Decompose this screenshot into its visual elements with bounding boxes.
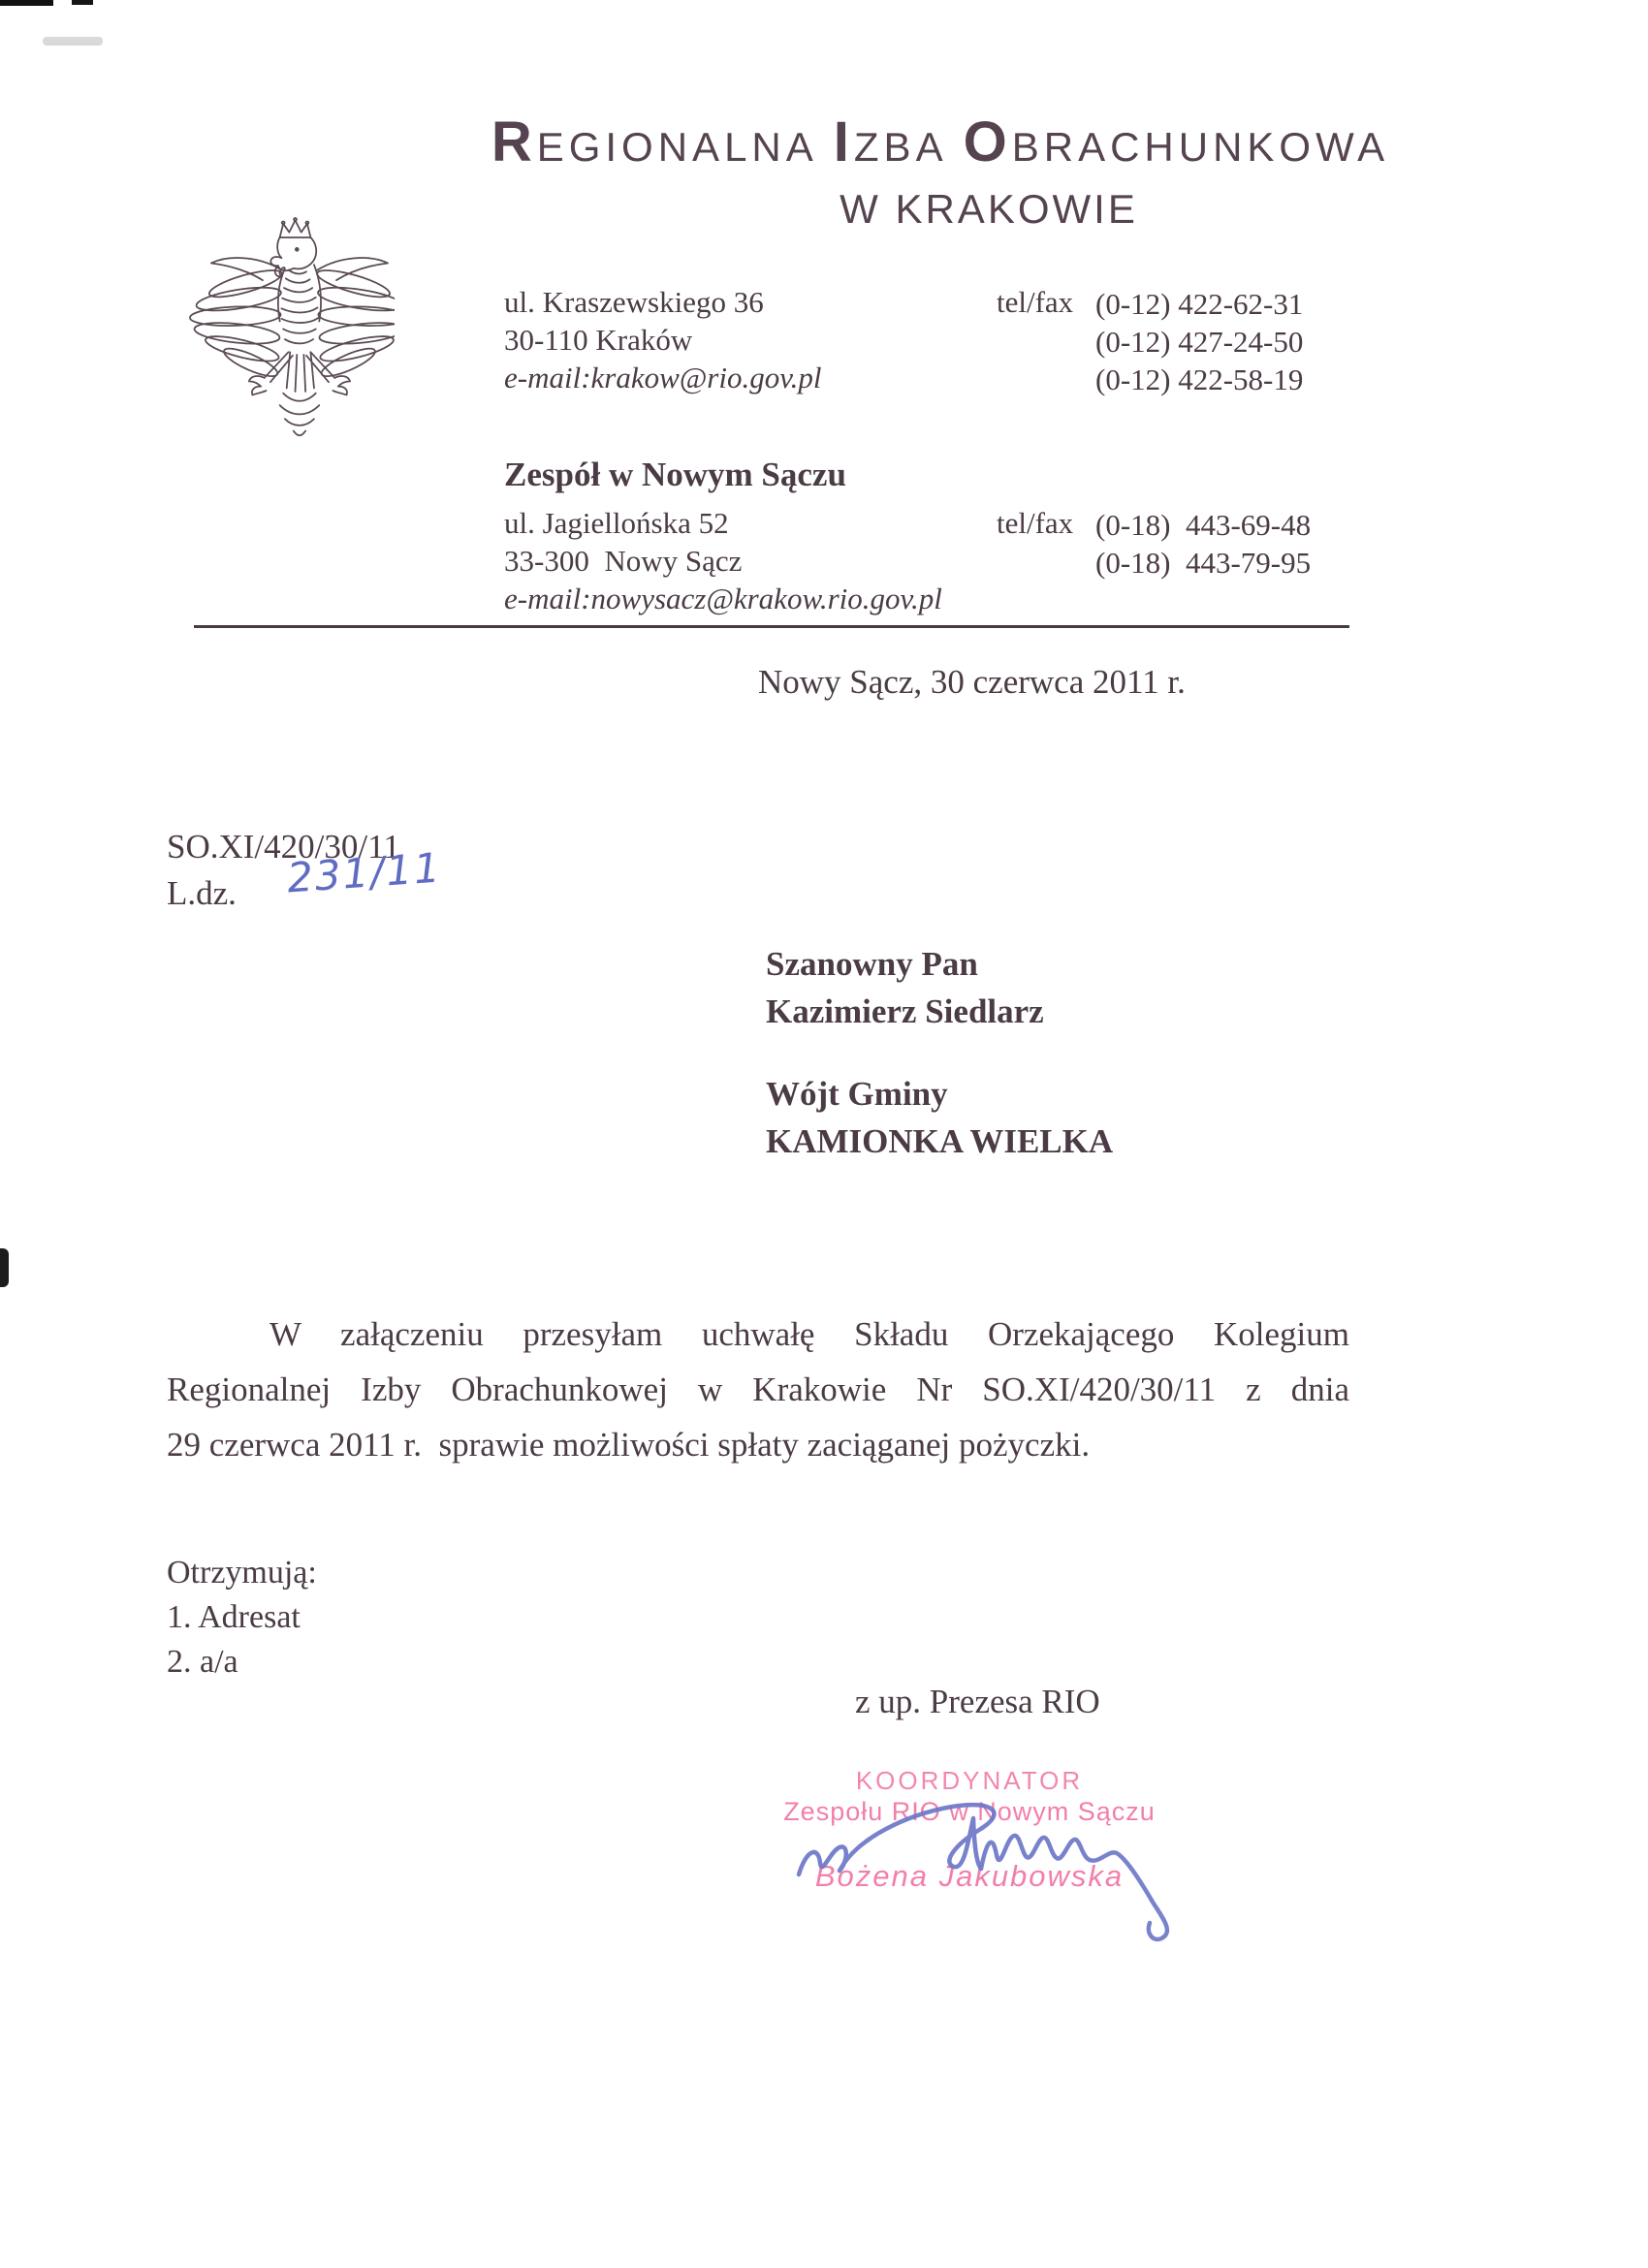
dateline: Nowy Sącz, 30 czerwca 2011 r.	[758, 663, 1186, 701]
ldz-handwritten-number: 231/11	[285, 843, 444, 902]
recipient-name: Kazimierz Siedlarz	[766, 992, 1044, 1030]
scan-artifact-smudge	[43, 37, 103, 46]
branch-address	[504, 504, 942, 617]
body-line-3: 29 czerwca 2011 r. sprawie możliwości spłaty zaciąganej pożyczki.	[167, 1426, 1091, 1464]
stamp-role: KOORDYNATOR	[855, 1766, 1084, 1795]
branch-telfax-label: tel/fax	[997, 506, 1074, 540]
polish-eagle-emblem-icon	[189, 211, 395, 454]
recipient-person	[766, 940, 1044, 1035]
recipient-municipality: KAMIONKA WIELKA	[766, 1122, 1114, 1160]
organization-title	[388, 110, 1493, 189]
recipient-salutation: Szanowny Pan	[766, 945, 978, 983]
krakow-phone-3: (0-12) 422-58-19	[1095, 362, 1304, 396]
title-word3-rest: BRACHUNKOWA	[1011, 124, 1390, 170]
distribution-list	[167, 1551, 317, 1685]
krakow-phone-2: (0-12) 427-24-50	[1095, 325, 1304, 359]
scan-artifact-left-edge	[0, 1248, 9, 1287]
title-word2-rest: ZBA	[853, 124, 948, 170]
title-word1-rest: EGIONALNA	[536, 124, 818, 170]
recipient-office	[766, 1070, 1113, 1165]
recipient-title: Wójt Gminy	[766, 1075, 948, 1113]
branch-phone-2: (0-18) 443-79-95	[1095, 546, 1312, 580]
branch-phone-list	[1095, 506, 1311, 582]
ldz-label: L.dz.	[167, 874, 237, 912]
branch-phone-1: (0-18) 443-69-48	[1095, 508, 1312, 542]
krakow-phone-1: (0-12) 422-62-31	[1095, 287, 1304, 321]
krakow-street: ul. Kraszewskiego 36	[504, 285, 764, 319]
branch-name: Zespół w Nowym Sączu	[504, 456, 846, 493]
body-line-1: W załączeniu przesyłam uchwałę Składu Orzekającego Kolegium	[269, 1315, 1349, 1353]
stamp-unit: Zespołu RIO w Nowym Sączu	[783, 1797, 1156, 1826]
on-behalf-line: z up. Prezesa RIO	[855, 1683, 1100, 1720]
krakow-phone-list	[1095, 285, 1303, 398]
distribution-item-1: 1. Adresat	[167, 1599, 301, 1635]
krakow-telfax-label: tel/fax	[997, 285, 1074, 319]
branch-street: ul. Jagiellońska 52	[504, 506, 729, 540]
organization-subtitle: W KRAKOWIE	[840, 186, 1138, 232]
title-word1-initial: R	[491, 110, 537, 173]
krakow-office-address	[504, 283, 822, 396]
branch-email: e-mail:nowysacz@krakow.rio.gov.pl	[504, 582, 942, 615]
stamp-name: Bożena Jakubowska	[814, 1859, 1125, 1893]
body-line-2: Regionalnej Izby Obrachunkowej w Krakowie Nr SO.XI/420/30/11 z dnia	[167, 1370, 1349, 1408]
distribution-label: Otrzymują:	[167, 1555, 317, 1591]
title-word2-initial: I	[833, 110, 854, 173]
body-paragraph	[167, 1307, 1349, 1472]
title-word3-initial: O	[963, 110, 1012, 173]
branch-city: 33-300 Nowy Sącz	[504, 544, 743, 578]
krakow-email: e-mail:krakow@rio.gov.pl	[504, 361, 822, 394]
distribution-item-2: 2. a/a	[167, 1644, 238, 1680]
scan-artifact-top-left-2	[72, 0, 93, 5]
case-number: SO.XI/420/30/11	[167, 828, 400, 866]
krakow-city: 30-110 Kraków	[504, 323, 693, 357]
scan-artifact-top-left	[0, 0, 53, 6]
signature-scribble	[781, 1778, 1285, 1952]
letterhead-divider	[194, 625, 1349, 628]
